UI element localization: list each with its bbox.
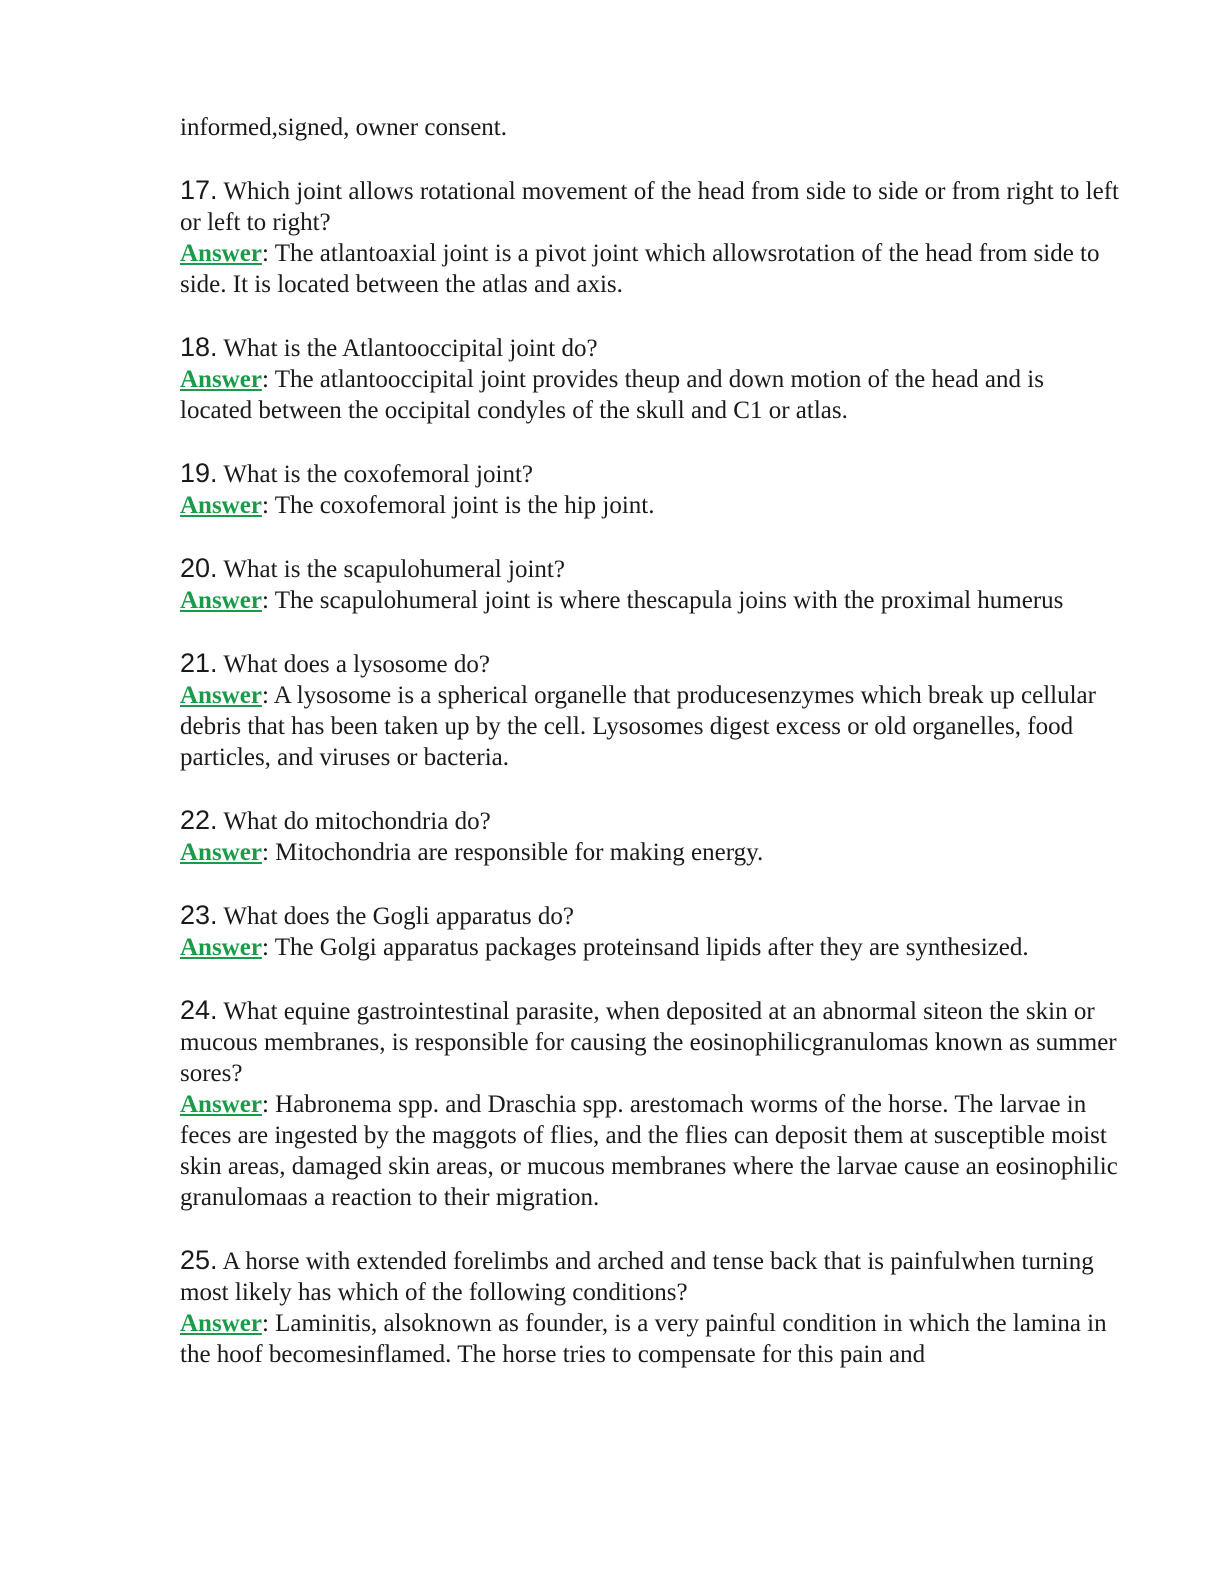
document-page (180, 112, 1120, 1402)
answer: Answer: Mitochondria are responsible for making energy. (180, 839, 764, 866)
question-number: 23 (180, 900, 211, 930)
qa-item (180, 175, 1120, 300)
question (180, 175, 1120, 238)
question-number: 21 (180, 648, 211, 678)
answer: Answer: The Golgi apparatus packages proteinsand lipids after they are synthesized. (180, 934, 1029, 961)
question (180, 805, 1120, 837)
question-number-dot: . (210, 900, 218, 930)
answer: Answer: The atlantooccipital joint provides theup and down motion of the head and is located between the occipital condyles of the skull and C1 or atlas. (180, 366, 1044, 424)
question (180, 458, 1120, 490)
answer-text: The atlantoaxial joint is a pivot joint which allowsrotation of the head from side to side. It is located between the atlas and axis. (180, 240, 1100, 298)
answer-label: Answer (180, 1091, 262, 1118)
answer-label: Answer (180, 682, 262, 709)
question-number: 25 (180, 1245, 211, 1275)
question-number: 22 (180, 805, 211, 835)
qa-item (180, 805, 1120, 868)
question (180, 332, 1120, 364)
question-text: What equine gastrointestinal parasite, when deposited at an abnormal siteon the skin or mucous membranes, is responsible for causing the eosinophilicgranulomas known as summer sores? (180, 998, 1117, 1087)
question-number-dot: . (210, 458, 218, 488)
answer: Answer: The scapulohumeral joint is where thescapula joins with the proximal humerus (180, 587, 1064, 614)
question-text: Which joint allows rotational movement of the head from side to side or from right to left or left to right? (180, 178, 1119, 236)
answer: Answer: The coxofemoral joint is the hip joint. (180, 492, 655, 519)
intro-text: informed,signed, owner consent. (180, 114, 508, 141)
answer: Answer: Habronema spp. and Draschia spp. arestomach worms of the horse. The larvae in feces are ingested by the maggots of flies, and the flies can deposit them at susceptible moist skin areas, damaged skin areas, or mucous membranes where the larvae cause an eosinophilic granulomaas a reaction to their migration. (180, 1091, 1118, 1211)
question (180, 995, 1120, 1089)
question-number: 17 (180, 175, 211, 205)
answer-label: Answer (180, 492, 262, 519)
question-text: What does a lysosome do? (223, 651, 490, 678)
question (180, 900, 1120, 932)
answer-text: The coxofemoral joint is the hip joint. (274, 492, 655, 519)
qa-item (180, 648, 1120, 773)
question-number: 19 (180, 458, 211, 488)
question (180, 1245, 1120, 1308)
answer-label: Answer (180, 366, 262, 393)
question-number: 20 (180, 553, 211, 583)
answer-text: Mitochondria are responsible for making energy. (275, 839, 764, 866)
question-number-dot: . (210, 175, 218, 205)
answer-label: Answer (180, 934, 262, 961)
qa-item (180, 458, 1120, 521)
answer-text: The atlantooccipital joint provides theup and down motion of the head and is located between the occipital condyles of the skull and C1 or atlas. (180, 366, 1044, 424)
answer-label: Answer (180, 587, 262, 614)
question-number-dot: . (210, 553, 218, 583)
qa-item (180, 553, 1120, 616)
question-number-dot: . (210, 805, 218, 835)
answer-text: Habronema spp. and Draschia spp. arestomach worms of the horse. The larvae in feces are ingested by the maggots of flies, and the flies can deposit them at susceptible moist skin areas, damaged skin areas, or mucous membranes where the larvae cause an eosinophilic granulomaas a reaction to their migration. (180, 1091, 1118, 1211)
answer-text: The scapulohumeral joint is where thescapula joins with the proximal humerus (274, 587, 1064, 614)
question-text: What is the Atlantooccipital joint do? (223, 335, 598, 362)
question-number-dot: . (210, 1245, 218, 1275)
question-number-dot: . (210, 995, 218, 1025)
question-number-dot: . (210, 648, 218, 678)
question (180, 648, 1120, 680)
qa-item (180, 1245, 1120, 1370)
answer: Answer: Laminitis, alsoknown as founder, is a very painful condition in which the lamina in the hoof becomesinflamed. The horse tries to compensate for this pain and (180, 1310, 1107, 1368)
answer-text: The Golgi apparatus packages proteinsand lipids after they are synthesized. (274, 934, 1029, 961)
question-text: What does the Gogli apparatus do? (223, 903, 574, 930)
answer-label: Answer (180, 839, 262, 866)
question-number: 18 (180, 332, 211, 362)
qa-item (180, 995, 1120, 1213)
qa-item (180, 900, 1120, 963)
question-text: What is the coxofemoral joint? (223, 461, 533, 488)
question-text: A horse with extended forelimbs and arched and tense back that is painfulwhen turning most likely has which of the following conditions? (180, 1248, 1094, 1306)
answer: Answer: The atlantoaxial joint is a pivot joint which allowsrotation of the head from side to side. It is located between the atlas and axis. (180, 240, 1100, 298)
answer: Answer: A lysosome is a spherical organelle that producesenzymes which break up cellular debris that has been taken up by the cell. Lysosomes digest excess or old organelles, food particles, and viruses or bacteria. (180, 682, 1096, 771)
qa-list (180, 175, 1120, 1370)
qa-item (180, 332, 1120, 426)
answer-text: Laminitis, alsoknown as founder, is a very painful condition in which the lamina in the hoof becomesinflamed. The horse tries to compensate for this pain and (180, 1310, 1107, 1368)
question-number: 24 (180, 995, 211, 1025)
answer-label: Answer (180, 1310, 262, 1337)
question (180, 553, 1120, 585)
question-text: What do mitochondria do? (223, 808, 491, 835)
answer-label: Answer (180, 240, 262, 267)
question-text: What is the scapulohumeral joint? (223, 556, 565, 583)
answer-text: A lysosome is a spherical organelle that producesenzymes which break up cellular debris that has been taken up by the cell. Lysosomes digest excess or old organelles, food particles, and viruses or bacteria. (180, 682, 1096, 771)
question-number-dot: . (210, 332, 218, 362)
